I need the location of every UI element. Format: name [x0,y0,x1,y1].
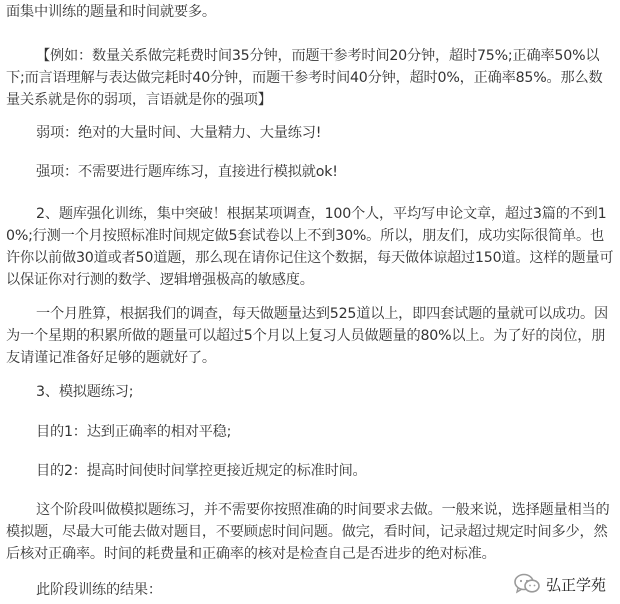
paragraph-question-bank: 2、题库强化训练，集中突破！根据某项调查，100个人，平均写申论文章，超过3篇的不到10%;行测一个月按照标准时间规定做5套试卷以上不到30%。所以，朋友们，成功实际很简单。也许你以前做30道或者50道题，那么现在请你记住这个数据，每天做体谅超过150道。这样的题量可以保证你对行测的数学、逻辑增强极高的敏感度。 [6,206,614,288]
watermark-label: 弘正学苑 [545,575,606,594]
wechat-icon [514,573,540,595]
paragraph-intro: 面集中训练的题量和时间就要多。 [6,4,216,20]
watermark [510,570,610,598]
paragraph-mock-practice: 这个阶段叫做模拟题练习，并不需要你按照准确的时间要求去做。一般来说，选择题量相当的模拟题，尽最大可能去做对题目，不要顾虑时间问题。做完，看时间，记录超过规定时间多少，然后核对正确率。时间的耗费量和正确率的核对是检查自己是否进步的绝对标准。 [6,502,610,562]
paragraph-results: 此阶段训练的结果： [36,582,162,598]
paragraph-strength: 强项：不需要进行题库练习，直接进行模拟就ok! [36,164,338,180]
paragraph-goal-1: 目的1：达到正确率的相对平稳; [36,424,232,440]
paragraph-example: 【例如：数量关系做完耗费时间35分钟，而题干参考时间20分钟，超时75%;正确率50%以下;而言语理解与表达做完耗时40分钟，而题干参考时间40分钟，超时0%，正确率85%。那么数量关系就是你的弱项，言语就是你的强项】 [6,48,603,108]
paragraph-section-3: 3、模拟题练习; [36,384,134,400]
paragraph-weakness: 弱项：绝对的大量时间、大量精力、大量练习! [36,125,322,141]
paragraph-one-month: 一个月胜算，根据我们的调查，每天做题量达到525道以上，即四套试题的量就可以成功。因为一个星期的积累所做的题量可以超过5个月以上复习人员做题量的80%以上。为了好的岗位，朋友请谨记准备好足够的题就好了。 [6,306,608,366]
paragraph-goal-2: 目的2：提高时间使时间掌控更接近规定的标准时间。 [36,463,367,479]
